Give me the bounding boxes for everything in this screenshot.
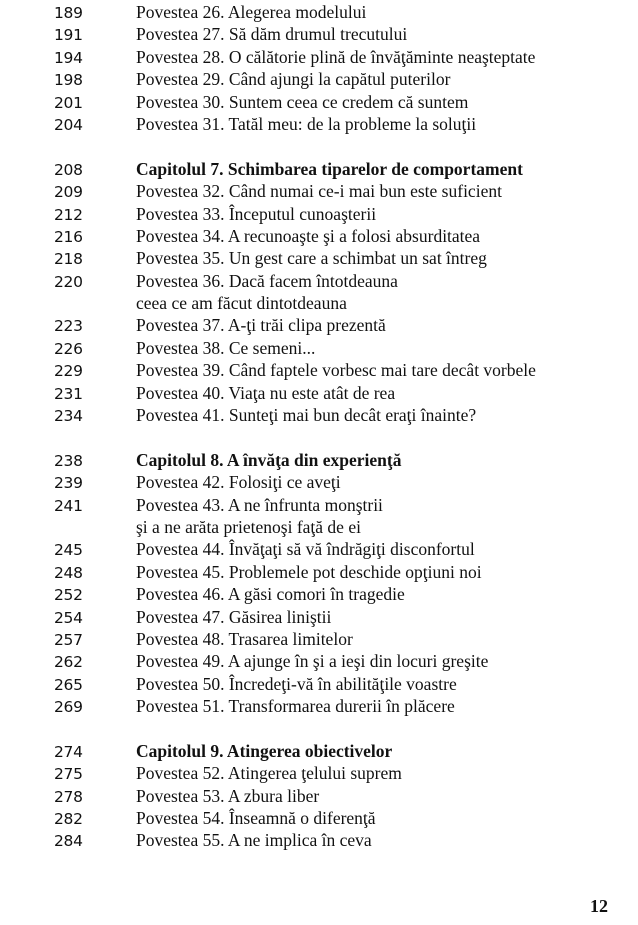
toc-entry xyxy=(0,359,638,381)
story-title: şi a ne arăta prietenoşi faţă de ei xyxy=(136,516,361,537)
story-title: Povestea 37. A-ţi trăi clipa prezentă xyxy=(136,315,386,336)
story-title: Povestea 36. Dacă facem întotdeauna xyxy=(136,270,398,291)
toc-page-number: 223 xyxy=(54,317,83,336)
toc-page-number: 204 xyxy=(54,115,83,134)
section-spacer xyxy=(0,426,638,448)
toc-entry xyxy=(0,225,638,247)
story-title: Povestea 55. A ne implica în ceva xyxy=(136,830,372,851)
toc-page-number: 189 xyxy=(54,4,83,22)
toc-page-number: 234 xyxy=(54,407,83,426)
chapter-title: Capitolul 7. Schimbarea tiparelor de comportament xyxy=(136,158,523,179)
toc-entry xyxy=(0,247,638,269)
chapter-title: Capitolul 9. Atingerea obiectivelor xyxy=(136,740,393,761)
story-title: Povestea 28. O călătorie plină de învăţăminte neaşteptate xyxy=(136,46,536,67)
toc-chapter-entry xyxy=(0,449,638,471)
toc-page-number: 282 xyxy=(54,810,83,829)
story-title: Povestea 40. Viaţa nu este atât de rea xyxy=(136,382,396,403)
toc-page-number: 216 xyxy=(54,227,83,246)
toc-entry xyxy=(0,673,638,695)
toc-page-number: 220 xyxy=(54,272,83,291)
story-title: Povestea 53. A zbura liber xyxy=(136,785,320,806)
toc-entry xyxy=(0,404,638,426)
story-title: Povestea 29. Când ajungi la capătul puterilor xyxy=(136,69,451,90)
toc-entry xyxy=(0,650,638,672)
toc-page-number: 209 xyxy=(54,183,83,202)
toc-entry xyxy=(0,538,638,560)
toc-entry xyxy=(0,494,638,516)
story-title: Povestea 27. Să dăm drumul trecutului xyxy=(136,24,408,45)
toc-page-number: 218 xyxy=(54,250,83,269)
toc-chapter-entry xyxy=(0,740,638,762)
story-title: Povestea 35. Un gest care a schimbat un sat întreg xyxy=(136,248,487,269)
toc-entry xyxy=(0,561,638,583)
table-of-contents xyxy=(0,1,638,852)
story-title: Povestea 45. Problemele pot deschide opţiuni noi xyxy=(136,561,482,582)
toc-entry xyxy=(0,337,638,359)
story-title: Povestea 43. A ne înfrunta monştrii xyxy=(136,494,383,515)
toc-entry xyxy=(0,180,638,202)
toc-entry xyxy=(0,829,638,851)
toc-entry xyxy=(0,91,638,113)
toc-chapter-entry xyxy=(0,158,638,180)
story-title: Povestea 30. Suntem ceea ce credem că suntem xyxy=(136,91,469,112)
story-title: Povestea 47. Găsirea liniştii xyxy=(136,606,332,627)
toc-entry xyxy=(0,113,638,135)
chapter-title: Capitolul 8. A învăţa din experienţă xyxy=(136,449,402,470)
toc-page-number: 238 xyxy=(54,451,83,470)
story-title: Povestea 42. Folosiţi ce aveţi xyxy=(136,472,341,493)
toc-page-number: 252 xyxy=(54,586,83,605)
story-title: Povestea 49. A ajunge în şi a ieşi din locuri greşite xyxy=(136,651,489,672)
toc-entry xyxy=(0,516,638,538)
toc-page-number: 265 xyxy=(54,675,83,694)
story-title: Povestea 39. Când faptele vorbesc mai tare decât vorbele xyxy=(136,360,536,381)
story-title: Povestea 38. Ce semeni... xyxy=(136,337,316,358)
toc-page-number: 239 xyxy=(54,474,83,493)
toc-entry xyxy=(0,1,638,23)
toc-page-number: 191 xyxy=(54,26,83,45)
story-title: ceea ce am făcut dintotdeauna xyxy=(136,293,347,314)
toc-page-number: 254 xyxy=(54,608,83,627)
toc-page-number: 262 xyxy=(54,653,83,672)
toc-page-number: 245 xyxy=(54,541,83,560)
story-title: Povestea 32. Când numai ce-i mai bun este suficient xyxy=(136,181,502,202)
toc-page-number: 226 xyxy=(54,339,83,358)
toc-entry xyxy=(0,46,638,68)
story-title: Povestea 41. Sunteţi mai bun decât eraţi înainte? xyxy=(136,405,477,426)
toc-page-number: 212 xyxy=(54,205,83,224)
toc-page-number: 229 xyxy=(54,362,83,381)
toc-entry xyxy=(0,628,638,650)
toc-entry xyxy=(0,762,638,784)
story-title: Povestea 26. Alegerea modelului xyxy=(136,2,367,22)
toc-entry xyxy=(0,68,638,90)
story-title: Povestea 50. Încredeţi-vă în abilităţile voastre xyxy=(136,673,457,694)
toc-page-number: 198 xyxy=(54,71,83,90)
story-title: Povestea 51. Transformarea durerii în plăcere xyxy=(136,696,455,717)
toc-page-number: 278 xyxy=(54,787,83,806)
toc-page-number: 284 xyxy=(54,832,83,851)
section-spacer xyxy=(0,135,638,157)
toc-entry xyxy=(0,382,638,404)
toc-entry xyxy=(0,695,638,717)
section-spacer xyxy=(0,718,638,740)
toc-entry xyxy=(0,203,638,225)
story-title: Povestea 46. A găsi comori în tragedie xyxy=(136,584,405,605)
toc-page-number: 275 xyxy=(54,765,83,784)
page-number: 12 xyxy=(590,896,608,916)
toc-page-number: 248 xyxy=(54,563,83,582)
story-title: Povestea 44. Învăţaţi să vă îndrăgiţi disconfortul xyxy=(136,539,475,560)
toc-entry xyxy=(0,606,638,628)
toc-entry xyxy=(0,807,638,829)
toc-entry xyxy=(0,23,638,45)
toc-page-number: 194 xyxy=(54,48,83,67)
toc-entry xyxy=(0,314,638,336)
toc-page-number: 269 xyxy=(54,698,83,717)
toc-entry xyxy=(0,785,638,807)
toc-page-number: 208 xyxy=(54,160,83,179)
toc-page-number: 201 xyxy=(54,93,83,112)
toc-page-number: 241 xyxy=(54,496,83,515)
toc-page-number: 257 xyxy=(54,630,83,649)
toc-entry xyxy=(0,471,638,493)
story-title: Povestea 48. Trasarea limitelor xyxy=(136,628,353,649)
toc-page-number: 274 xyxy=(54,742,83,761)
story-title: Povestea 34. A recunoaşte şi a folosi absurditatea xyxy=(136,225,481,246)
story-title: Povestea 31. Tatăl meu: de la probleme la soluţii xyxy=(136,113,477,134)
story-title: Povestea 33. Începutul cunoaşterii xyxy=(136,203,377,224)
toc-entry xyxy=(0,270,638,292)
toc-entry xyxy=(0,292,638,314)
story-title: Povestea 54. Înseamnă o diferenţă xyxy=(136,808,376,829)
toc-entry xyxy=(0,583,638,605)
toc-page-number: 231 xyxy=(54,384,83,403)
story-title: Povestea 52. Atingerea ţelului suprem xyxy=(136,763,402,784)
